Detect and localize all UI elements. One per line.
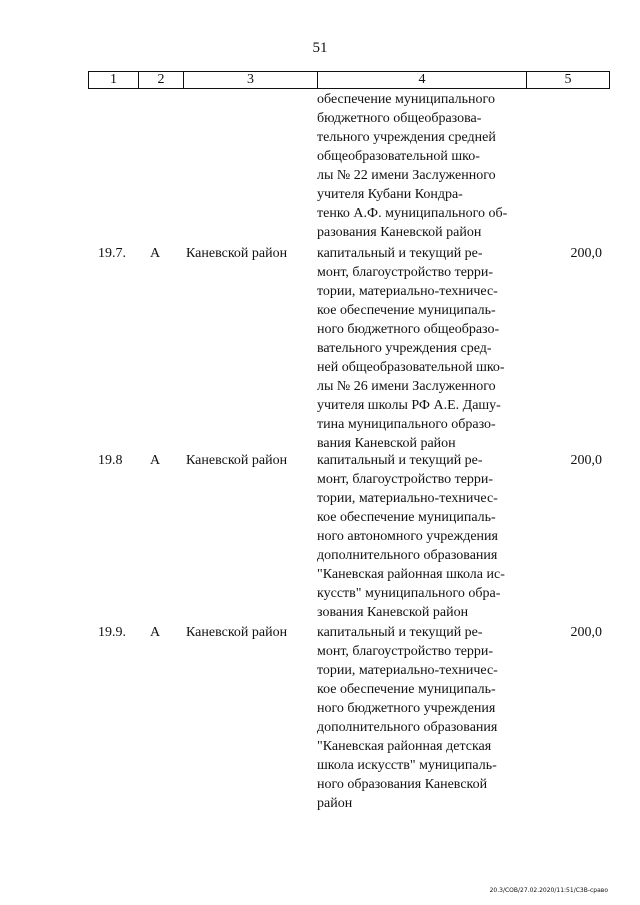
description-line: кое обеспечение муниципаль- (317, 303, 496, 318)
description-line: кое обеспечение муниципаль- (317, 510, 496, 525)
description-line: лы № 26 имени Заслуженного (317, 379, 496, 394)
description-line: обеспечение муниципального (317, 92, 495, 107)
description-line: капитальный и текущий ре- (317, 246, 483, 261)
description-line: дополнительного образования (317, 720, 498, 735)
description-line: лы № 22 имени Заслуженного (317, 168, 496, 183)
row-description (317, 244, 520, 453)
description-line: дополнительного образования (317, 548, 498, 563)
description-line: тории, материально-техничес- (317, 491, 498, 506)
column-header-4: 4 (318, 72, 527, 89)
column-header-1: 1 (89, 72, 139, 89)
description-line: учителя Кубани Кондра- (317, 187, 463, 202)
document-footer-code: 20.3/СОВ/27.02.2020/11:51/С3В-сраво (489, 887, 608, 894)
row-category: А (150, 625, 161, 640)
description-line: капитальный и текущий ре- (317, 625, 483, 640)
description-line: монт, благоустройство терри- (317, 472, 494, 487)
page-number: 51 (312, 40, 328, 56)
description-line: тенко А.Ф. муниципального об- (317, 206, 508, 221)
description-line: "Каневская районная школа ис- (317, 567, 505, 582)
column-header-3: 3 (184, 72, 318, 89)
description-line: "Каневская районная детская (317, 739, 492, 754)
description-line: ного образования Каневской (317, 777, 488, 792)
description-line: бюджетного общеобразова- (317, 111, 482, 126)
description-line: тельного учреждения средней (317, 130, 496, 145)
description-line: ного автономного учреждения (317, 529, 498, 544)
description-line: тина муниципального образо- (317, 417, 496, 432)
column-header-5: 5 (527, 72, 610, 89)
row-amount: 200,0 (570, 246, 602, 261)
column-header-2: 2 (139, 72, 184, 89)
column-header-row (88, 71, 610, 89)
continuation-description (317, 90, 520, 242)
description-line: тории, материально-техничес- (317, 284, 498, 299)
description-line: ного бюджетного учреждения (317, 701, 496, 716)
description-line: общеобразовательной шко- (317, 149, 480, 164)
description-line: тории, материально-техничес- (317, 663, 498, 678)
row-description (317, 623, 520, 813)
description-line: район (317, 796, 353, 811)
description-line: вательного учреждения сред- (317, 341, 492, 356)
row-district: Каневской район (186, 453, 288, 468)
description-line: школа искусств" муниципаль- (317, 758, 497, 773)
row-description (317, 451, 520, 622)
row-number: 19.9. (98, 625, 126, 640)
description-line: зования Каневской район (317, 605, 469, 620)
row-number: 19.8 (98, 453, 123, 468)
description-line: учителя школы РФ А.Е. Дашу- (317, 398, 501, 413)
description-line: ней общеобразовательной шко- (317, 360, 505, 375)
row-district: Каневской район (186, 246, 288, 261)
description-line: ного бюджетного общеобразо- (317, 322, 500, 337)
description-line: разования Каневской район (317, 225, 482, 240)
row-category: А (150, 453, 161, 468)
description-line: кусств" муниципального обра- (317, 586, 501, 601)
description-line: вания Каневской район (317, 436, 456, 451)
description-line: капитальный и текущий ре- (317, 453, 483, 468)
description-line: кое обеспечение муниципаль- (317, 682, 496, 697)
row-district: Каневской район (186, 625, 288, 640)
description-line: монт, благоустройство терри- (317, 265, 494, 280)
description-line: монт, благоустройство терри- (317, 644, 494, 659)
row-amount: 200,0 (570, 625, 602, 640)
row-amount: 200,0 (570, 453, 602, 468)
row-number: 19.7. (98, 246, 126, 261)
row-category: А (150, 246, 161, 261)
